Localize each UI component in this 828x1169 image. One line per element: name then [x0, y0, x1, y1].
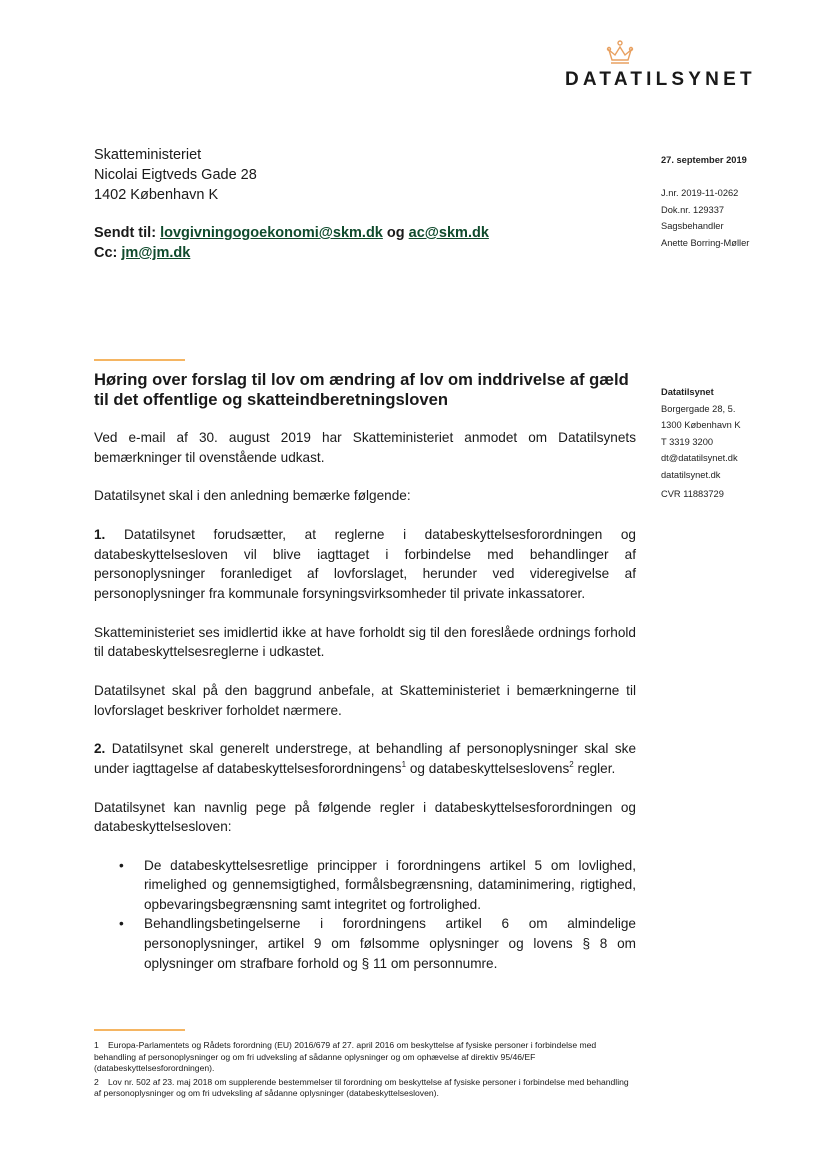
letter-body — [94, 428, 636, 973]
recipient-city: 1402 København K — [94, 187, 219, 203]
footnote-number: 1 — [94, 1040, 99, 1050]
org-name: Datatilsynet — [661, 387, 714, 397]
sent-to-line — [94, 223, 489, 243]
org-street: Borgergade 28, 5. — [661, 403, 736, 414]
footnote-1 — [94, 1040, 634, 1075]
sent-to-label: Sendt til: — [94, 225, 157, 241]
footnote-2 — [94, 1077, 634, 1100]
paragraph-6 — [94, 739, 636, 778]
paragraph-3-text: Datatilsynet forudsætter, at reglerne i databeskyttelsesforordningen og databeskyttelsesloven vil blive iagttaget i forbindelse med behandlinger af personoplysninger foranlediget af lovforslaget, herunder ved videregivelse af personoplysninger fra kommunale forsyningsvirksomheder til private inkassatorer. — [94, 527, 636, 601]
footnote-number: 2 — [94, 1076, 99, 1087]
recipient-street: Nicolai Eigtveds Gade 28 — [94, 167, 257, 183]
sender-org-block — [661, 384, 741, 483]
footnote-ref-2[interactable]: 2 — [569, 759, 574, 769]
sent-connector: og — [386, 225, 405, 241]
case-handler-name: Anette Borring-Møller — [661, 237, 750, 248]
bullet-icon: • — [119, 916, 124, 932]
paragraph-6-text-b: og databeskyttelseslovens — [409, 761, 570, 777]
email-link-1[interactable]: lovgivningogoekonomi@skm.dk — [160, 225, 383, 241]
list-item — [119, 914, 636, 973]
footnotes — [94, 1040, 634, 1102]
paragraph-6-text-c: regler. — [577, 761, 616, 777]
paragraph-2: Datatilsynet skal i den anledning bemærke følgende: — [94, 488, 411, 504]
cc-line — [94, 243, 489, 263]
footnote-divider — [94, 1029, 185, 1031]
paragraph-1: Ved e-mail af 30. august 2019 har Skatteministeriet anmodet om Datatilsynets bemærkninger til ovenstående udkast. — [94, 430, 636, 465]
letter-subject: Høring over forslag til lov om ændring af lov om inddrivelse af gæld til det offentlige og skatteindberetningsloven — [94, 370, 629, 409]
list-item-text: Behandlingsbetingelserne i forordningens artikel 6 om almindelige personoplysninger, artikel 9 om følsomme oplysninger og lovens § 8 om oplysninger om strafbare forhold og § 11 om personnumre. — [144, 916, 636, 971]
paragraph-6-text-a: Datatilsynet skal generelt understrege, at behandling af personoplysninger skal ske under iagttagelse af databeskyttelsesforordningens — [94, 741, 637, 777]
recipient-name: Skatteministeriet — [94, 147, 202, 163]
document-number: Dok.nr. 129337 — [661, 204, 725, 215]
paragraph-7: Datatilsynet kan navnlig pege på følgende regler i databeskyttelsesforordningen og databeskyttelsesloven: — [94, 799, 636, 835]
case-handler-label: Sagsbehandler — [661, 221, 724, 231]
cc-email-link[interactable]: jm@jm.dk — [121, 245, 191, 261]
section-number-2: 2. — [94, 741, 106, 757]
email-link-2[interactable]: ac@skm.dk — [408, 225, 489, 241]
bullet-icon: • — [119, 857, 124, 873]
org-web: datatilsynet.dk — [661, 469, 721, 480]
logo-wordmark: DATATILSYNET — [565, 69, 756, 90]
letter-date: 27. september 2019 — [661, 155, 747, 165]
paragraph-3 — [94, 525, 636, 603]
section-number-1: 1. — [94, 527, 106, 543]
subject-divider — [94, 359, 185, 361]
org-city: 1300 København K — [661, 420, 741, 430]
list-item-text: De databeskyttelsesretlige principper i forordningens artikel 5 om lovlighed, rimelighed og gennemsigtighed, formålsbegrænsning, dataminimering, rigtighed, opbevaringsbegrænsning samt integritet og fortrolighed. — [144, 857, 636, 912]
org-cvr: CVR 11883729 — [661, 489, 724, 499]
paragraph-5: Datatilsynet skal på den baggrund anbefale, at Skatteministeriet i bemærkningerne til lovforslaget beskriver forholdet nærmere. — [94, 683, 636, 718]
paragraph-4: Skatteministeriet ses imidlertid ikke at have forholdt sig til den foreslåede ordnings forhold til databeskyttelsesreglerne i udkastet. — [94, 624, 636, 660]
journal-number: J.nr. 2019-11-0262 — [661, 188, 739, 198]
footnote-text: Lov nr. 502 af 23. maj 2018 om supplerende bestemmelser til forordning om beskyttelse af fysiske personer i forbindelse med behandling af personoplysninger og om fri udveksling af sådanne oplysninger (databeskyttelsesloven). — [94, 1076, 629, 1098]
footnote-ref-1[interactable]: 1 — [401, 759, 407, 769]
recipient-address — [94, 145, 257, 205]
crown-logo-icon — [606, 40, 634, 66]
cc-label: Cc: — [94, 245, 118, 261]
sent-to-block — [94, 223, 489, 263]
org-email: dt@datatilsynet.dk — [661, 453, 738, 463]
reference-block — [661, 185, 749, 251]
footnote-text: Europa-Parlamentets og Rådets forordning (EU) 2016/679 af 27. april 2016 om beskyttelse af fysiske personer i forbindelse med behandling af personoplysninger og om fri udveksling af sådanne oplysninger og om ophævelse af direktiv 95/46/EF (databeskyttelsesforordningen). — [94, 1040, 597, 1073]
rules-list — [94, 856, 636, 974]
org-phone: T 3319 3200 — [661, 436, 714, 447]
list-item — [119, 856, 636, 915]
